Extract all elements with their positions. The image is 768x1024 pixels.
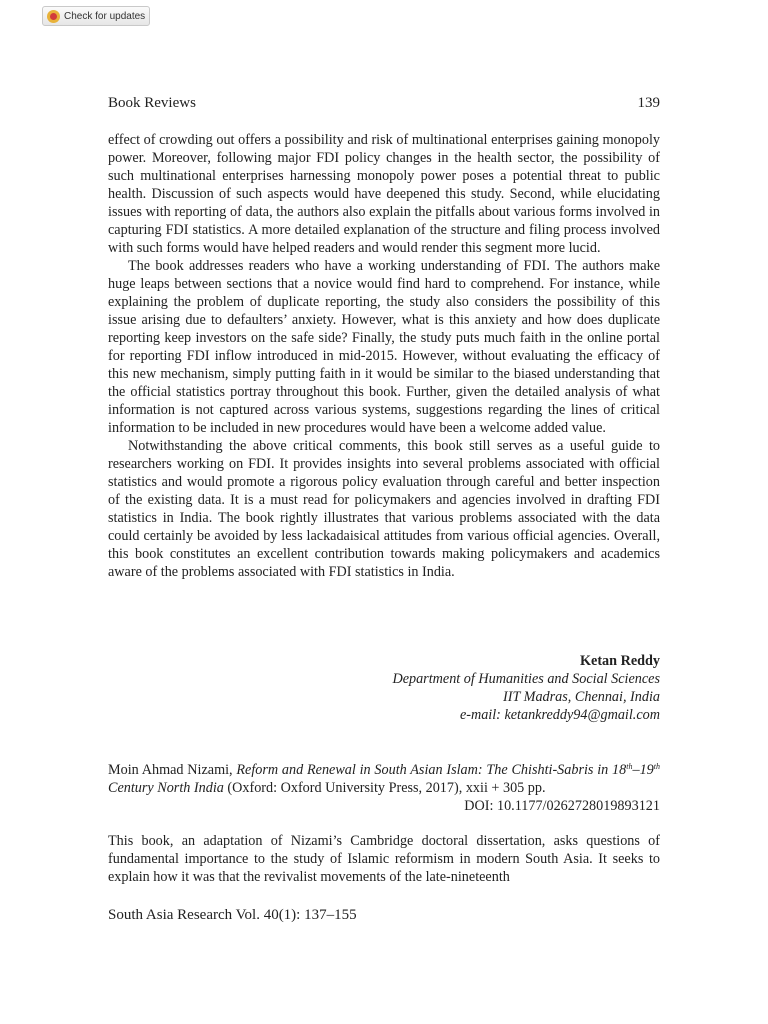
reviewer-department: Department of Humanities and Social Sciences [392,671,660,687]
paragraph-2: The book addresses readers who have a working understanding of FDI. The authors make huge leaps between sections that a novice would find hard to comprehend. For instance, while explaining the problem of duplicate reporting, the study also considers the possibility of this issue arising due to defaulters’ anxiety. However, what is this anxiety and how does duplicate reporting keep investors on the safe side? Finally, the study puts much faith in the online portal for reporting FDI inflow introduced in mid-2015. However, without evaluating the efficacy of this new mechanism, simply putting faith in it would be similar to the biased understanding that the official statistics portray throughout this book. Further, given the detailed analysis of what information is not captured across various systems, suggestions regarding the lines of critical information to be included in new procedures would have been a welcome added value. [108,258,660,436]
reviewer-email: e-mail: ketankreddy94@gmail.com [459,707,660,723]
reviewer-signature [108,652,660,724]
citation-line [108,761,660,797]
review-body [108,131,660,581]
paragraph-1: effect of crowding out offers a possibility and risk of multinational enterprises gaining monopoly power. Moreover, following major FDI policy changes in the health sector, the possibility of such multinational enterprises harnessing monopoly power poses a potential threat to public health. Discussion of such aspects would have deepened this study. Second, while elucidating issues with reporting of data, the authors also explain the pitfalls about various forms involved in capturing FDI statistics. A more detailed explanation of the structure and filing process involved with such forms would have helped readers and would render this segment more lucid. [108,132,660,256]
paragraph-3: Notwithstanding the above critical comments, this book still serves as a useful guide to researchers working on FDI. It provides insights into several problems associated with official statistics and would promote a rigorous policy evaluation through careful and better inspection of the existing data. It is a must read for policymakers and agencies involved in drafting FDI statistics in India. The book rightly illustrates that various problems associated with the data could certainly be avoided by less lackadaisical attitudes from various official agencies. Overall, this book constitutes an excellent contribution towards making policymakers and academics aware of the problems associated with FDI statistics in India. [108,438,660,580]
citation-author: Moin Ahmad Nizami, [108,762,237,778]
journal-footer: South Asia Research Vol. 40(1): 137–155 [108,907,357,923]
citation-title: Reform and Renewal in South Asian Islam: The Chishti-Sabris in 18th–19th Century North India [108,762,660,796]
reviewer-name: Ketan Reddy [579,653,660,669]
running-head [108,95,660,112]
citation-publication: (Oxford: Oxford University Press, 2017), xxii + 305 pp. [223,780,546,796]
check-for-updates-label: Check for updates [64,10,146,22]
check-for-updates-button[interactable] [42,6,150,26]
page-number: 139 [637,95,660,111]
book-citation [108,761,660,815]
citation-doi: DOI: 10.1177/0262728019893121 [464,798,660,814]
section-title: Book Reviews [108,95,196,111]
crossmark-icon [47,10,60,23]
next-review-paragraph: This book, an adaptation of Nizami’s Cambridge doctoral dissertation, asks questions of fundamental importance to the study of Islamic reformism in modern South Asia. It seeks to explain how it was that the revivalist movements of the late-nineteenth [108,833,660,885]
reviewer-institution: IIT Madras, Chennai, India [503,689,660,705]
next-review-opening [108,832,660,886]
